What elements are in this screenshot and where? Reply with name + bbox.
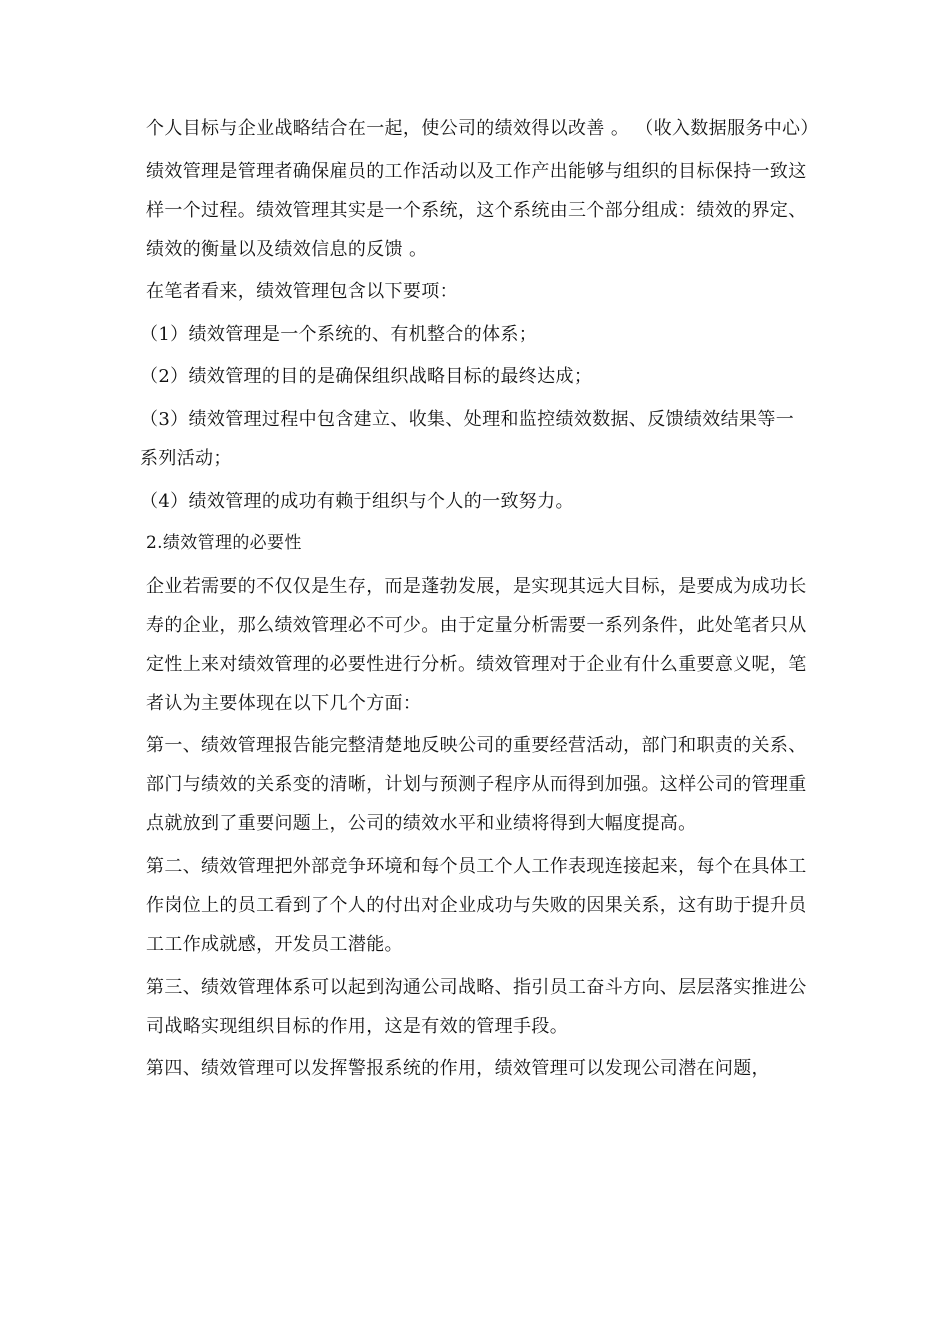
- paragraph-second: 第二、绩效管理把外部竞争环境和每个员工个人工作表现连接起来，每个在具体工作岗位上的员工看到了个人的付出对企业成功与失败的因果关系，这有助于提升员工工作成就感，开发员工潜能。: [146, 855, 807, 955]
- list-item-3: （3）绩效管理过程中包含建立、收集、处理和监控绩效数据、反馈绩效结果等一系列活动；: [140, 408, 795, 469]
- paragraph-goal-integration: 个人目标与企业战略结合在一起，使公司的绩效得以改善 。 （收入数据服务中心）: [146, 118, 819, 139]
- list-item-1: （1）绩效管理是一个系统的、有机整合的体系；: [140, 323, 538, 345]
- document-body: [140, 109, 819, 1092]
- list-item-4: （4）绩效管理的成功有赖于组织与个人的一致努力。: [140, 490, 574, 512]
- paragraph-key-items-intro: 在笔者看来，绩效管理包含以下要项：: [146, 281, 458, 303]
- paragraph-third: 第三、绩效管理体系可以起到沟通公司战略、指引员工奋斗方向、层层落实推进公司战略实现组织目标的作用，这是有效的管理手段。: [146, 976, 807, 1037]
- paragraph-necessity: 企业若需要的不仅仅是生存，而是蓬勃发展，是实现其远大目标，是要成为成功长寿的企业，那么绩效管理必不可少。由于定量分析需要一系列条件，此处笔者只从定性上来对绩效管理的必要性进行分析。绩效管理对于企业有什么重要意义呢，笔者认为主要体现在以下几个方面：: [146, 575, 807, 714]
- paragraph-fourth: 第四、绩效管理可以发挥警报系统的作用，绩效管理可以发现公司潜在问题，: [146, 1058, 770, 1080]
- paragraph-definition: 绩效管理是管理者确保雇员的工作活动以及工作产出能够与组织的目标保持一致这样一个过程。绩效管理其实是一个系统，这个系统由三个部分组成：绩效的界定、绩效的衡量以及绩效信息的反馈 。: [146, 160, 807, 260]
- section-heading: 2.绩效管理的必要性: [146, 533, 302, 554]
- paragraph-first: 第一、绩效管理报告能完整清楚地反映公司的重要经营活动，部门和职责的关系、部门与绩效的关系变的清晰，计划与预测子程序从而得到加强。这样公司的管理重点就放到了重要问题上，公司的绩效水平和业绩将得到大幅度提高。: [146, 735, 807, 835]
- list-item-2: （2）绩效管理的目的是确保组织战略目标的最终达成；: [140, 366, 593, 388]
